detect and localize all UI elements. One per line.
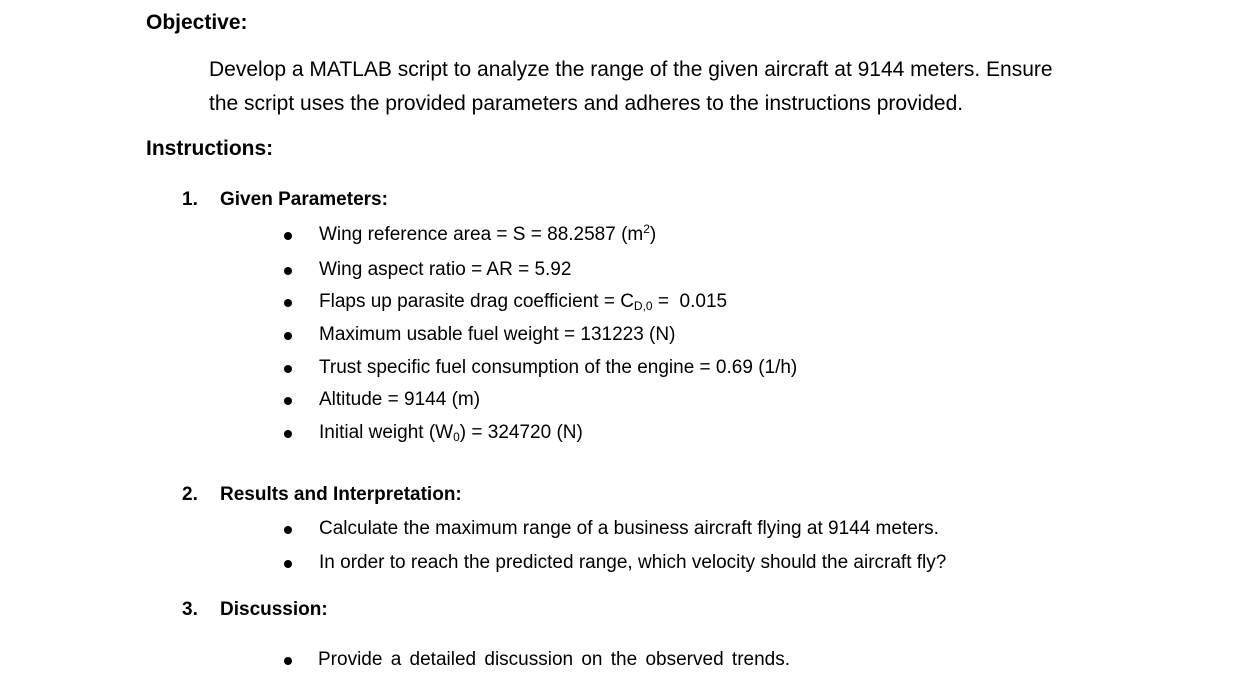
param-aspect-ratio: Wing aspect ratio = AR = 5.92 [319, 259, 572, 280]
bullet-dot [284, 267, 292, 275]
section-2-number: 2. [182, 484, 198, 505]
param-altitude: Altitude = 9144 (m) [319, 389, 481, 410]
bullet-dot [284, 232, 292, 240]
bullet-dot [284, 657, 292, 665]
param-wing-area: Wing reference area = S = 88.2587 $(m^2)$ [319, 222, 657, 245]
objective-text-line-1: Develop a MATLAB script to analyze the range of the given aircraft at 9144 meters. Ensure [209, 58, 1053, 81]
param-parasite-drag: Flaps up parasite drag coefficient = $C_{D,0} = 0.015$ [319, 291, 728, 313]
objective-heading: Objective: [146, 11, 248, 34]
section-1-number: 1. [182, 189, 198, 210]
bullet-dot [284, 526, 292, 534]
section-1-title: Given Parameters: [220, 189, 388, 210]
bullet-dot [284, 365, 292, 373]
bullet-dot [284, 299, 292, 307]
objective-text-line-2: the script uses the provided parameters and adheres to the instructions provided. [209, 92, 964, 115]
instructions-heading: Instructions: [146, 137, 274, 160]
section-2-title: Results and Interpretation: [220, 484, 462, 505]
param-initial-weight: Initial weight $(W_0) = 324720$ (N) [319, 422, 583, 444]
section-3-number: 3. [182, 599, 198, 620]
param-tsfc: Trust specific fuel consumption of the engine = 0.69 (1/h) [319, 357, 798, 378]
param-fuel-weight: Maximum usable fuel weight = 131223 (N) [319, 324, 676, 345]
discussion-item: Provide a detailed discussion on the observed trends. [318, 649, 790, 670]
bullet-dot [284, 430, 292, 438]
bullet-dot [284, 397, 292, 405]
result-item: Calculate the maximum range of a business aircraft flying at 9144 meters. [319, 518, 939, 539]
bullet-dot [284, 560, 292, 568]
section-3-title: Discussion: [220, 599, 328, 620]
bullet-dot [284, 332, 292, 340]
result-item: In order to reach the predicted range, which velocity should the aircraft fly? [319, 552, 947, 573]
